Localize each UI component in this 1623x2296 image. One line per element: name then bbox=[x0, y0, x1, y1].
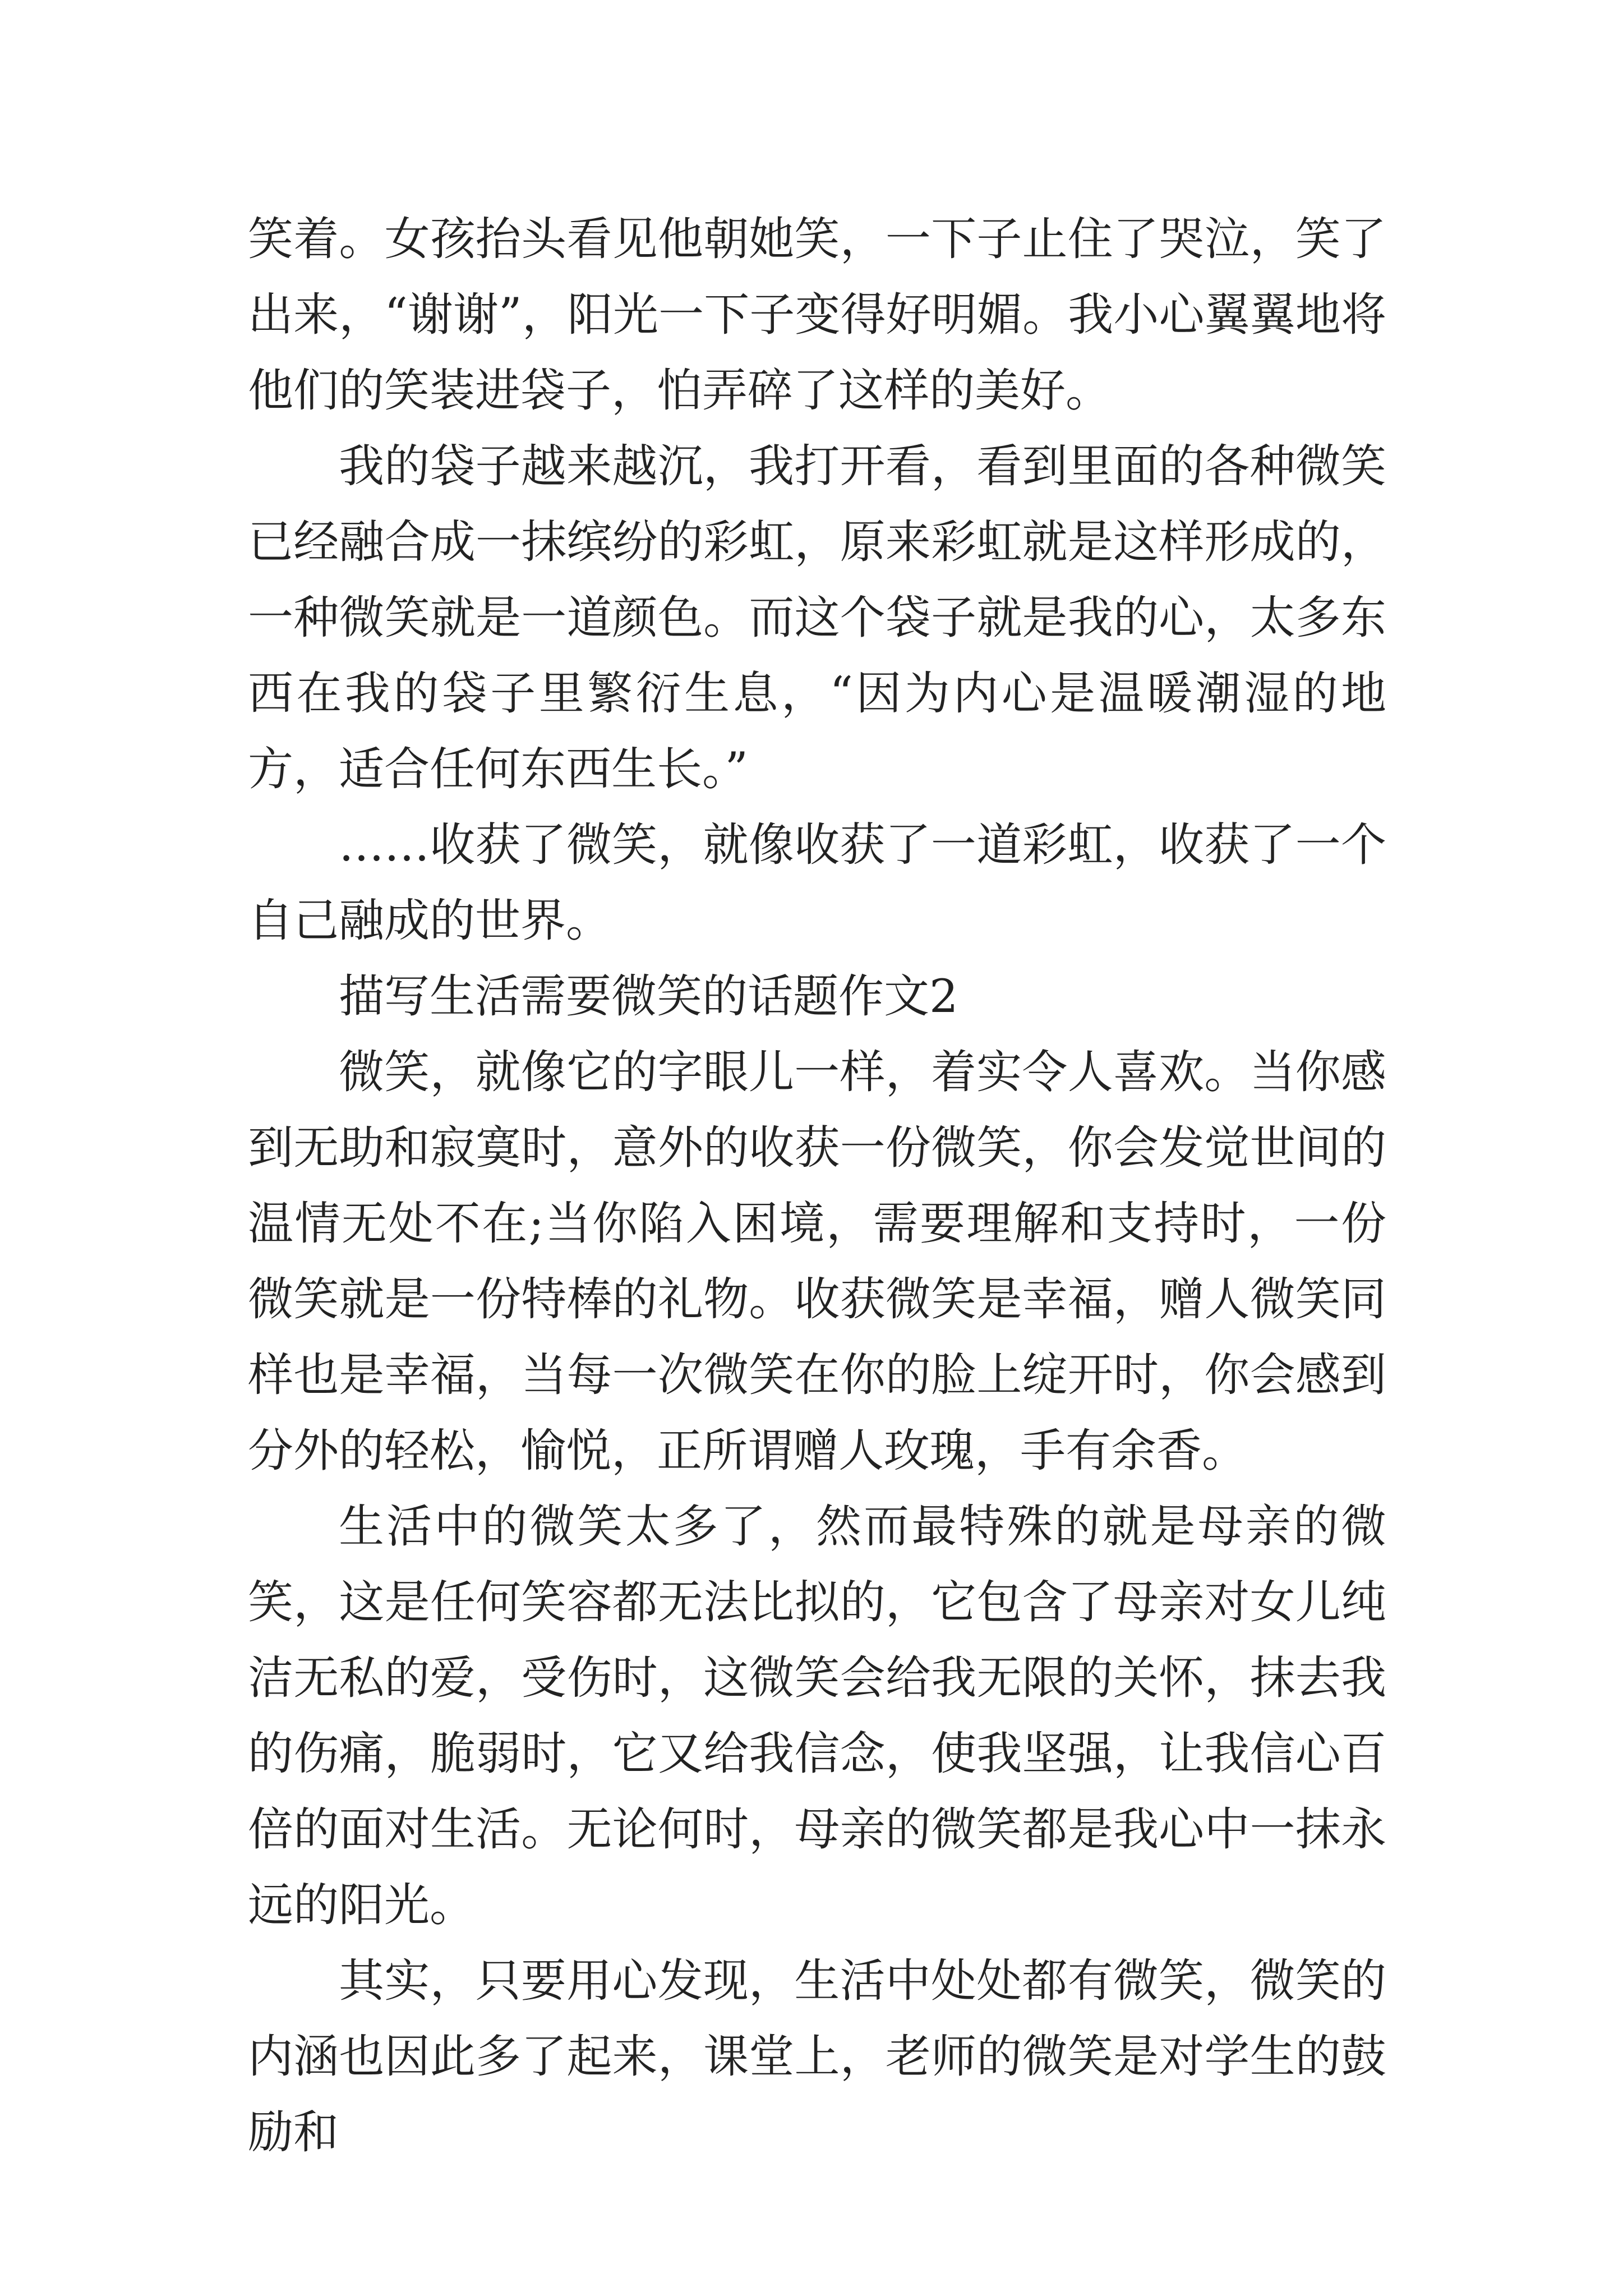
paragraph: 其实，只要用心发现，生活中处处都有微笑，微笑的内涵也因此多了起来，课堂上，老师的微笑是对学生的鼓励和 bbox=[248, 1955, 1386, 2159]
section-heading: 描写生活需要微笑的话题作文2 bbox=[339, 970, 958, 1023]
document-body bbox=[248, 202, 1386, 2171]
paragraph: 微笑，就像它的字眼儿一样，着实令人喜欢。当你感到无助和寂寞时，意外的收获一份微笑，你会发觉世间的温情无处不在;当你陷入困境，需要理解和支持时，一份微笑就是一份特棒的礼物。收获微笑是幸福，赠人微笑同样也是幸福，当每一次微笑在你的脸上绽开时，你会感到分外的轻松，愉悦，正所谓赠人玫瑰，手有余香。 bbox=[248, 1046, 1386, 1478]
paragraph: ……收获了微笑，就像收获了一道彩虹，收获了一个自己融成的世界。 bbox=[248, 819, 1386, 947]
paragraph: 我的袋子越来越沉，我打开看，看到里面的各种微笑已经融合成一抹缤纷的彩虹，原来彩虹就是这样形成的，一种微笑就是一道颜色。而这个袋子就是我的心，太多东西在我的袋子里繁衍生息，“因为内心是温暖潮湿的地方，适合任何东西生长。” bbox=[248, 440, 1386, 796]
paragraph: 生活中的微笑太多了，然而最特殊的就是母亲的微笑，这是任何笑容都无法比拟的，它包含了母亲对女儿纯洁无私的爱，受伤时，这微笑会给我无限的关怀，抹去我的伤痛，脆弱时，它又给我信念，使我坚强，让我信心百倍的面对生活。无论何时，母亲的微笑都是我心中一抹永远的阳光。 bbox=[248, 1501, 1386, 1932]
paragraph-continuation: 笑着。女孩抬头看见他朝她笑，一下子止住了哭泣，笑了出来，“谢谢”，阳光一下子变得好明媚。我小心翼翼地将他们的笑装进袋子，怕弄碎了这样的美好。 bbox=[248, 213, 1386, 417]
